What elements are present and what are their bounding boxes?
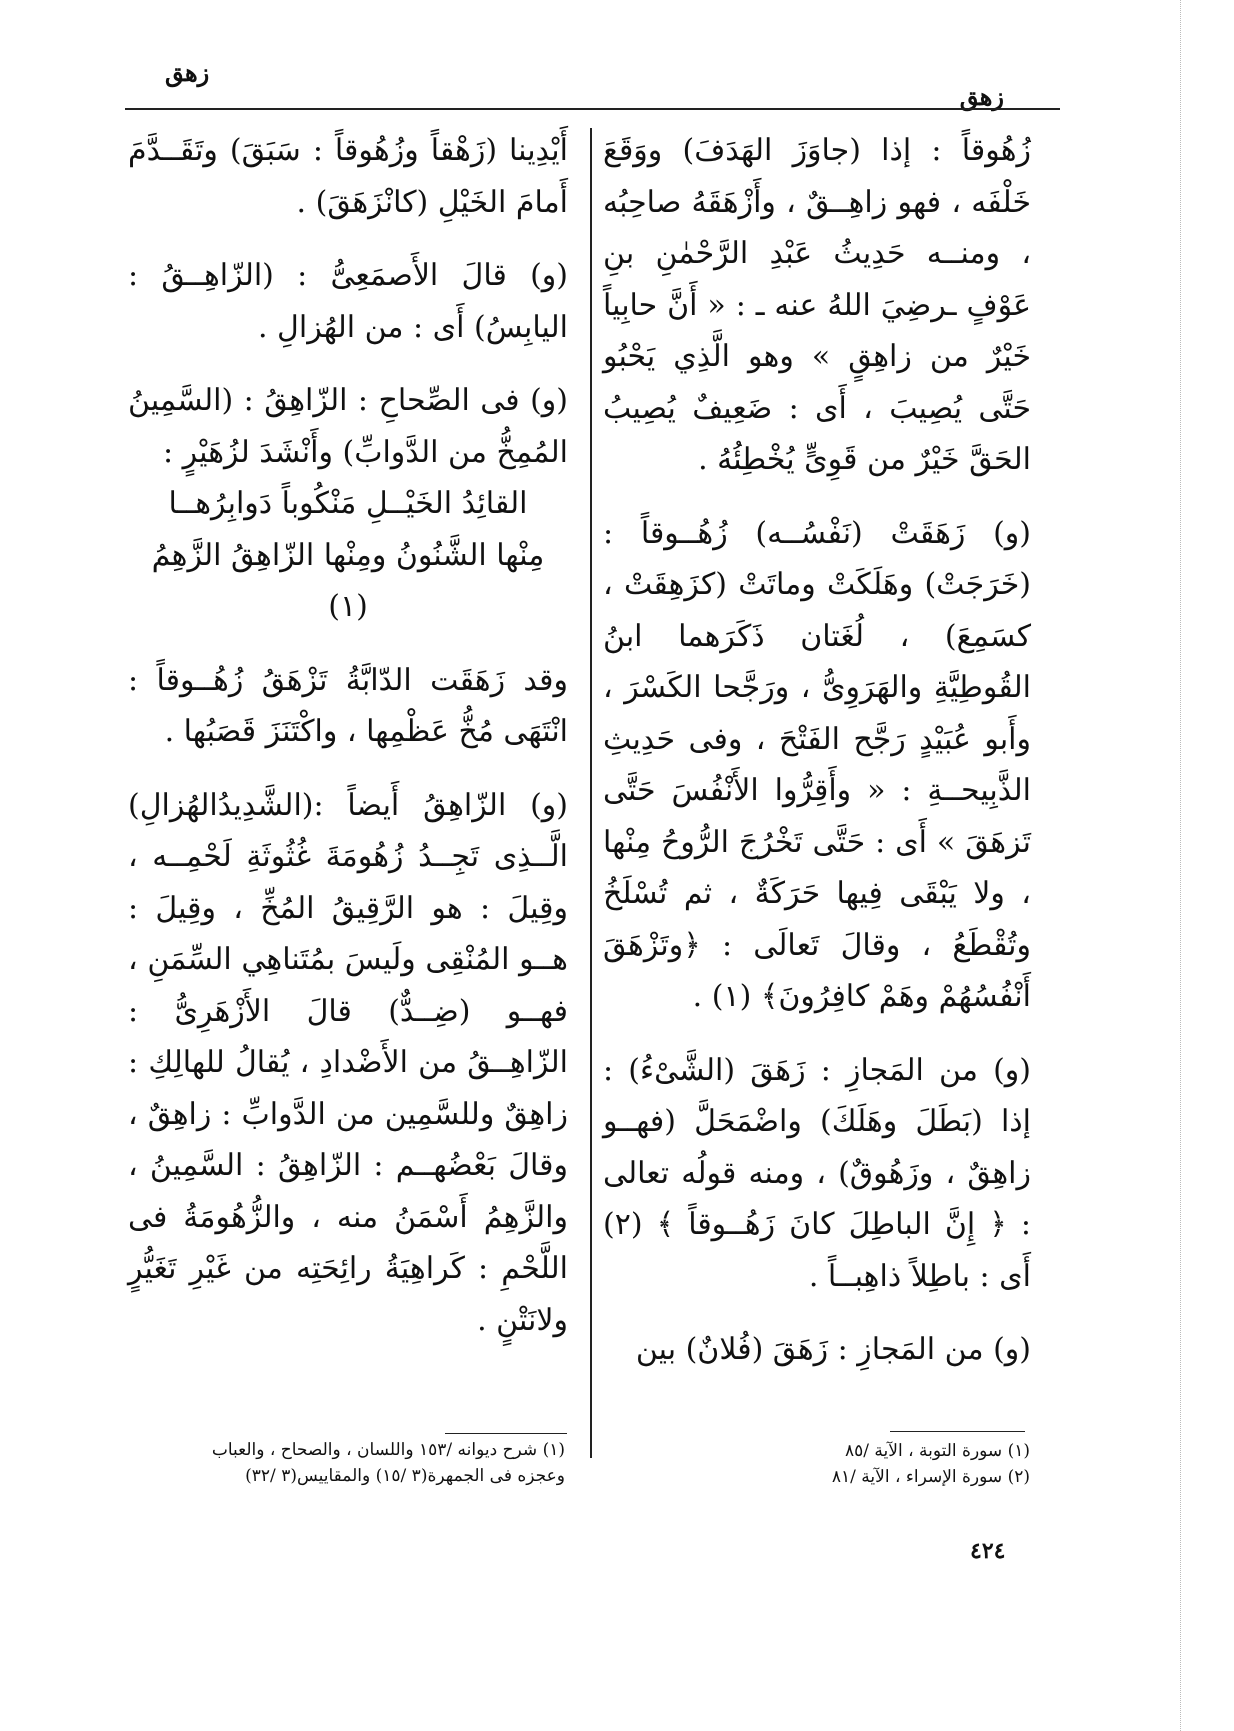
footnote-rule-left (445, 1433, 567, 1434)
header-rule (125, 108, 1060, 110)
running-header-right: زهق (959, 82, 1004, 111)
footnotes-left (85, 1437, 565, 1489)
footnotes-right (780, 1438, 1030, 1490)
paragraph: (و) من المَجازِ : زَهَقَ (الشَّىْءُ) : إذا (بَطَلَ وهَلَكَ) واضْمَحَلَّ (فهــو زاهِقٌ ، وزَهُوقٌ) ، ومنه قولُه تعالى : ﴿ إِنَّ الباطِلَ كانَ زَهُــوقاً ﴾ (٢) أَى : باطِلاً ذاهِبــاً . (603, 1052, 1031, 1294)
footnote: (٢) سورة الإسراء ، الآية /٨١ (831, 1467, 1030, 1487)
scan-edge-mark (1180, 0, 1181, 1731)
paragraph: (و) قالَ الأَصمَعِىُّ : (الزّاهِــقُ : اليابِسُ) أَى : من الهُزالِ . (128, 258, 568, 345)
column-divider (590, 128, 592, 1458)
paragraph: (و) الزّاهِقُ أَيضاً :(الشَّدِيدُالهُزالِ) الَّــذِى تَجِــدُ زُهُومَةَ غُثُوثَةِ لَحْمِــه ، وقِيلَ : هو الرَّقِيقُ المُخِّ ، وقِيلَ : هــو المُنْقِى ولَيسَ بمُتَناهِي السِّمَنِ ، فهــو (ضِــدٌّ) قالَ الأَزْهَرِىُّ : الزّاهِــقُ من الأَضْدادِ ، يُقالُ للهالِكِ : زاهِقٌ وللسَّمِين من الدَّوابِّ : زاهِقٌ ، وقالَ بَعْضُهــم : الزّاهِقُ : السَّمِينُ ، والزَّهِمُ أَسْمَنُ منه ، والزُّهُومَةُ فى اللَّحْمِ : كَراهِيَةُ رائِحَتِه من غَيْرِ تَغَيُّرٍ ولانَتْنٍ . (128, 787, 568, 1338)
footnote: وعجزه فى الجمهرة(٣ /١٥) والمقاييس(٣ /٣٢) (245, 1466, 565, 1486)
paragraph: زُهُوقاً : إذا (جاوَزَ الهَدَفَ) ووَقَعَ خَلْفَه ، فهو زاهِــقٌ ، وأَزْهَقَهُ صاحِبُه ، ومنــه حَدِيثُ عَبْدِ الرَّحْمٰنِ بنِ عَوْفٍ ـرضِيَ اللهُ عنه ـ : « أَنَّ حابِياً خَيْرٌ من زاهِقٍ » وهو الَّذِي يَحْبُو حَتَّى يُصِيبَ ، أَى : ضَعِيفٌ يُصِيبُ الحَقَّ خَيْرٌ من قَوِىٍّ يُخْطِئُهُ . (603, 133, 1031, 477)
left-column (128, 125, 568, 1368)
running-header-left: زهق (165, 58, 210, 87)
paragraph: (و) من المَجازِ : زَهَقَ (فُلانٌ) بين (635, 1332, 1031, 1367)
page-number: ٤٢٤ (970, 1538, 1006, 1564)
paragraph: (و) زَهَقَتْ (نَفْسُــه) زُهُــوقاً : (خَرَجَتْ) وهَلَكَتْ وماتَتْ (كزَهِقَتْ ، كسَمِعَ) ، لُغَتان ذَكَرَهما ابنُ القُوطِيَّةِ والهَرَوِىُّ ، ورَجَّحا الكَسْرَ ، وأَبو عُبَيْدٍ رَجَّح الفَتْحَ ، وفى حَدِيثِ الذَّبِيحــةِ : « وأَقِرُّوا الأَنْفُسَ حَتَّى تَزهَقَ » أَى : حَتَّى تَخْرُجَ الرُّوحُ مِنْها ، ولا يَبْقَى فِيها حَرَكَةٌ ، ثم تُسْلَخُ وتُقْطَعُ ، وقالَ تَعالَى : ﴿وتَزْهَقَ أَنْفُسُهُمْ وهَمْ كافِرُونَ﴾ (١) . (603, 515, 1031, 1014)
footnote: (١) شرح ديوانه /١٥٣ واللسان ، والصحاح ، والعباب (211, 1440, 565, 1460)
right-column (603, 125, 1031, 1398)
footnote-rule-right (890, 1431, 1025, 1432)
paragraph: وقد زَهَقَت الدّابَّةُ تَزْهَقُ زُهُــوقاً : انْتَهَى مُخُّ عَظْمِها ، واكْتَنَزَ قَصَبُها . (128, 662, 568, 749)
poem-verse-second-half: مِنْها الشَّنُونُ ومِنْها الزّاهِقُ الزَّهِمُ (١) (151, 537, 545, 624)
poem-verse-first-half: القائِدُ الخَيْــلِ مَنْكُوباً دَوابِرُهــا (168, 486, 528, 521)
paragraph: أَيْدِينا (زَهْقاً وزُهُوقاً : سَبَقَ) وتَقَــدَّمَ أَمامَ الخَيْلِ (كانْزَهَقَ) . (128, 133, 568, 220)
footnote: (١) سورة التوبة ، الآية /٨٥ (845, 1441, 1030, 1461)
paragraph: (و) فى الصِّحاحِ : الزّاهِقُ : (السَّمِينُ المُمِخُّ من الدَّوابِّ) وأَنْشَدَ لزُهَيْرٍ : (128, 383, 568, 470)
